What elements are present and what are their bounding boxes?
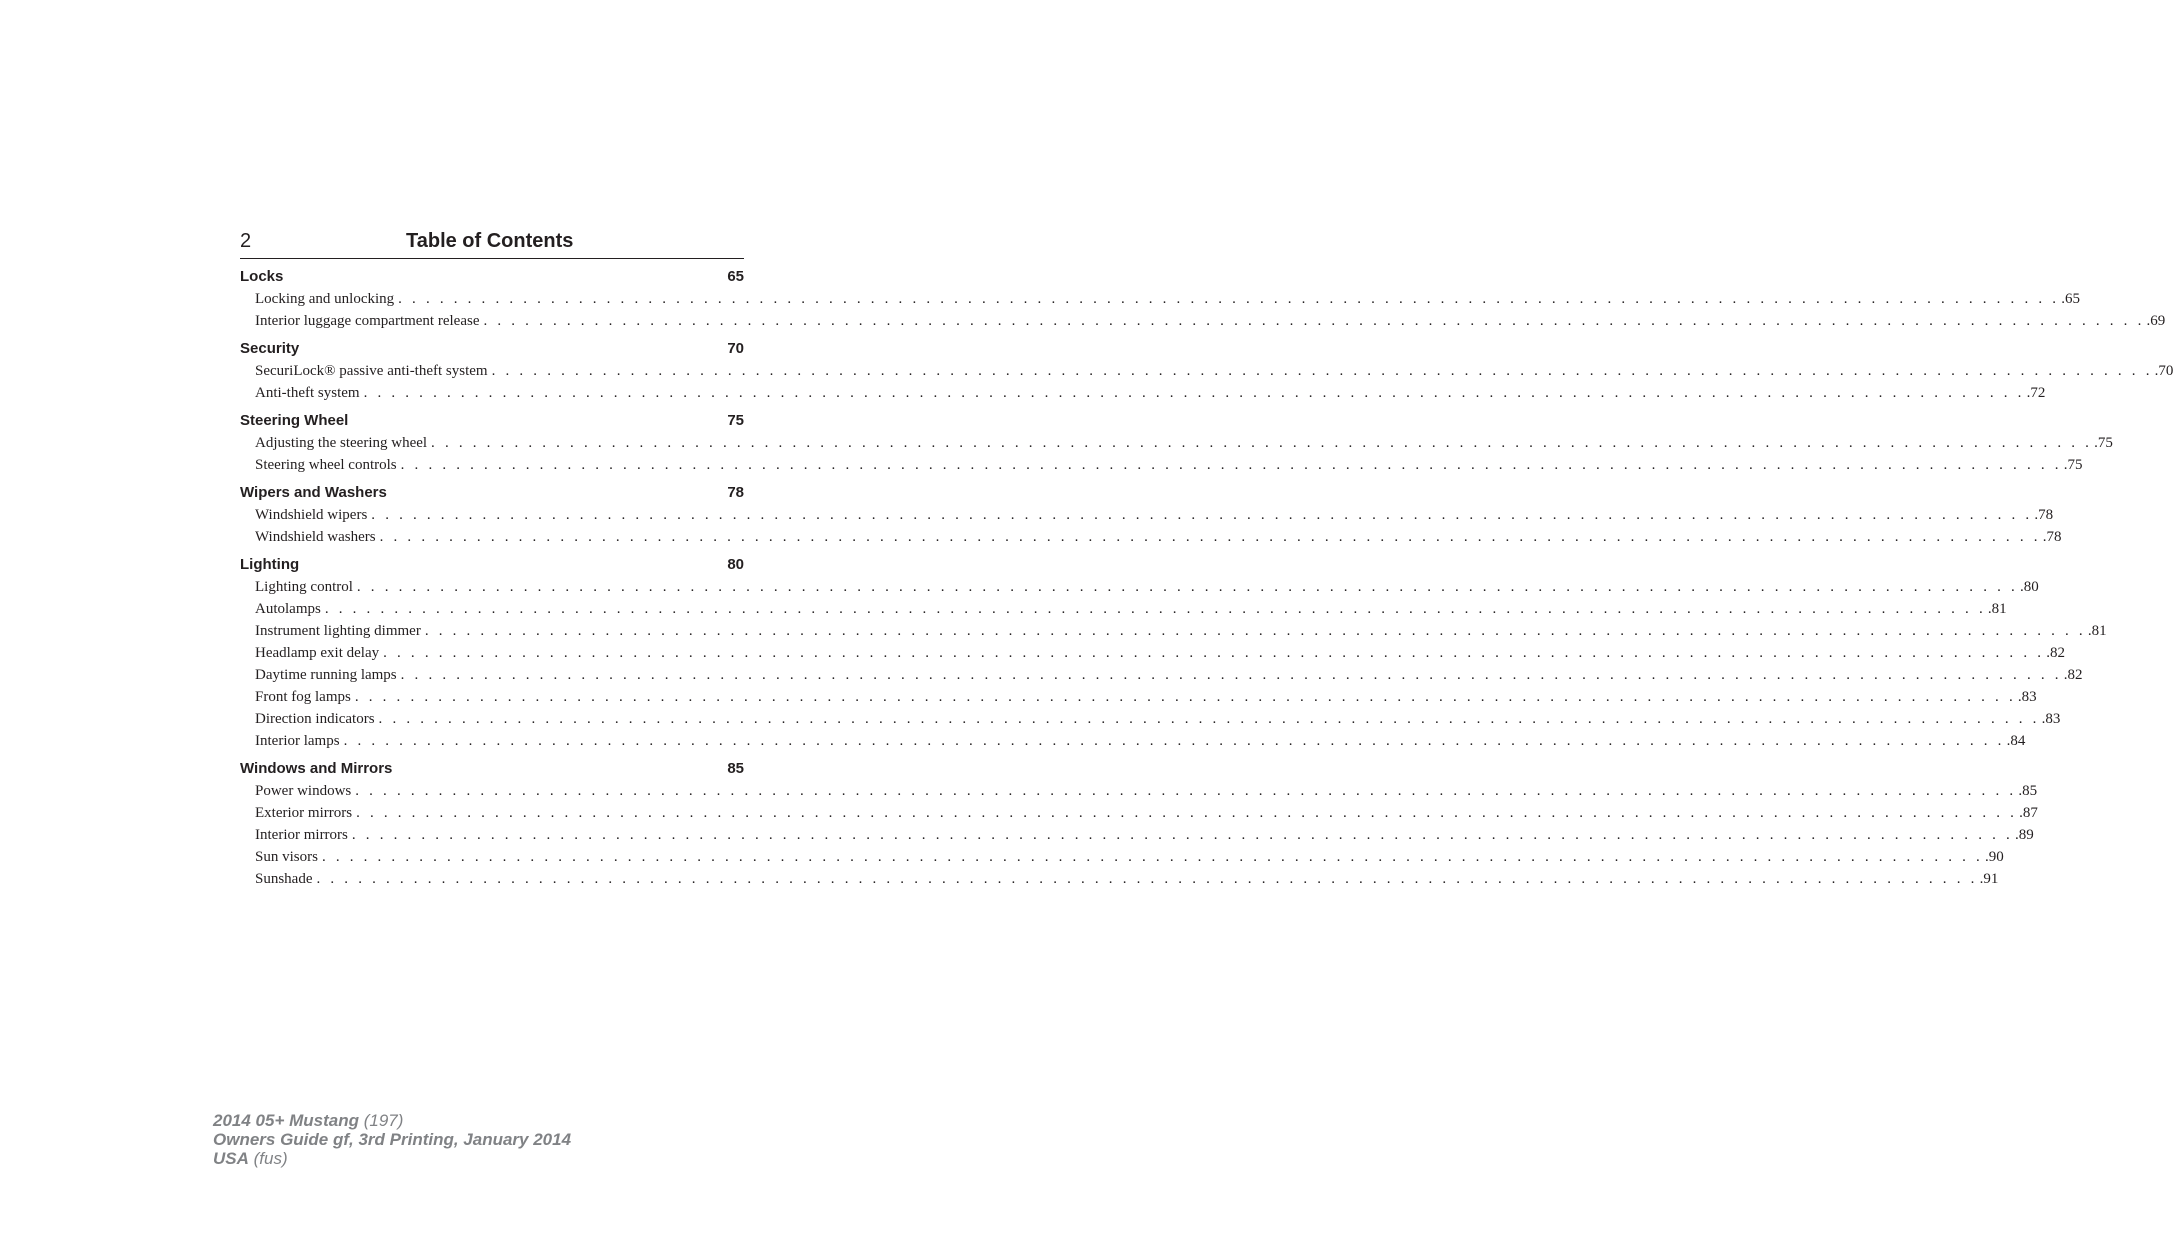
section-title: Wipers and Washers (240, 484, 387, 501)
entry-page: .87 (2019, 805, 2038, 821)
entry-label: Sunshade (255, 871, 313, 887)
entry-label: Lighting control (255, 579, 353, 595)
section-heading[interactable] (240, 554, 744, 576)
dot-leader: . . . . . . . . . . . . . . . . . . . . . . . . . . . . . . . . . . . . . . . . . . . . . . . . . . . . . . . . . . . . . . . . . . . . . . . . . . . . . . . . . . . . . . . . . . . . . . . . . . . . . . . . . . . . . . . . . . . . . . . . (491, 363, 2153, 379)
toc-section (240, 338, 2173, 404)
footer-model-code: (197) (363, 1111, 404, 1130)
toc-entry[interactable] (255, 526, 2062, 548)
section-page: 78 (727, 484, 744, 501)
entry-page: .85 (2018, 783, 2038, 799)
toc-entry[interactable] (255, 360, 2173, 382)
entry-label: Sun visors (255, 849, 318, 865)
entry-page: .83 (2041, 711, 2061, 727)
footer-line-2 (213, 1130, 571, 1149)
section-page: 70 (727, 340, 744, 357)
entry-page: .83 (2017, 689, 2037, 705)
footer-line-1 (213, 1111, 571, 1130)
entry-page: .90 (1985, 849, 2004, 865)
toc-entry[interactable] (255, 620, 2107, 642)
toc-entry[interactable] (255, 504, 2054, 526)
entry-page: .89 (2014, 827, 2034, 843)
dot-leader: . . . . . . . . . . . . . . . . . . . . . . . . . . . . . . . . . . . . . . . . . . . . . . . . . . . . . . . . . . . . . . . . . . . . . . . . . . . . . . . . . . . . . . . . . . . . . . . . . . . . . . . . . . . . . . . . . . . . . . . . (383, 645, 2045, 661)
entry-label: Locking and unlocking (255, 291, 395, 307)
entry-page: .81 (2087, 623, 2107, 639)
toc-entry[interactable] (255, 868, 1999, 890)
entry-page: .75 (2094, 435, 2113, 451)
page-header (240, 226, 744, 259)
entry-page: .69 (2146, 313, 2166, 329)
dot-leader: . . . . . . . . . . . . . . . . . . . . . . . . . . . . . . . . . . . . . . . . . . . . . . . . . . . . . . . . . . . . . . . . . . . . . . . . . . . . . . . . . . . . . . . . . . . . . . . . . . . . . . . . . . . . . . . . . . . . . . . . (354, 689, 2016, 705)
section-heading[interactable] (240, 410, 744, 432)
dot-leader: . . . . . . . . . . . . . . . . . . . . . . . . . . . . . . . . . . . . . . . . . . . . . . . . . . . . . . . . . . . . . . . . . . . . . . . . . . . . . . . . . . . . . . . . . . . . . . . . . . . . . . . . . . . . . . . . . . . . . . . . (321, 849, 1983, 865)
entry-label: Interior luggage compartment release (255, 313, 480, 329)
entry-label: Power windows (255, 783, 352, 799)
entry-page: .72 (2026, 385, 2046, 401)
page-number: 2 (240, 230, 252, 252)
footer-printing: Owners Guide gf, 3rd Printing, January 2014 (213, 1130, 572, 1149)
section-title: Security (240, 340, 300, 357)
footer (213, 1111, 571, 1168)
entry-page: .65 (2061, 291, 2080, 307)
toc-entry[interactable] (255, 642, 2065, 664)
footer-region: USA (213, 1149, 249, 1168)
toc-section (240, 266, 2166, 332)
section-heading[interactable] (240, 482, 744, 504)
entry-label: Windshield wipers (255, 507, 368, 523)
section-heading[interactable] (240, 758, 744, 780)
toc-section (240, 410, 2113, 476)
section-title: Steering Wheel (240, 412, 349, 429)
dot-leader: . . . . . . . . . . . . . . . . . . . . . . . . . . . . . . . . . . . . . . . . . . . . . . . . . . . . . . . . . . . . . . . . . . . . . . . . . . . . . . . . . . . . . . . . . . . . . . . . . . . . . . . . . . . . . . . . . . . . . . . . (356, 805, 2018, 821)
entry-page: .91 (1979, 871, 1999, 887)
dot-leader: . . . . . . . . . . . . . . . . . . . . . . . . . . . . . . . . . . . . . . . . . . . . . . . . . . . . . . . . . . . . . . . . . . . . . . . . . . . . . . . . . . . . . . . . . . . . . . . . . . . . . . . . . . . . . . . . . . . . . . . . (316, 871, 1978, 887)
dot-leader: . . . . . . . . . . . . . . . . . . . . . . . . . . . . . . . . . . . . . . . . . . . . . . . . . . . . . . . . . . . . . . . . . . . . . . . . . . . . . . . . . . . . . . . . . . . . . . . . . . . . . . . . . . . . . . . . . . . . . . . . (351, 827, 2013, 843)
dot-leader: . . . . . . . . . . . . . . . . . . . . . . . . . . . . . . . . . . . . . . . . . . . . . . . . . . . . . . . . . . . . . . . . . . . . . . . . . . . . . . . . . . . . . . . . . . . . . . . . . . . . . . . . . . . . . . . . . . . . . . . . (400, 457, 2062, 473)
toc-entry[interactable] (255, 454, 2083, 476)
toc-entry[interactable] (255, 288, 2080, 310)
entry-label: Anti-theft system (255, 385, 360, 401)
footer-model: 2014 05+ Mustang (213, 1111, 359, 1130)
dot-leader: . . . . . . . . . . . . . . . . . . . . . . . . . . . . . . . . . . . . . . . . . . . . . . . . . . . . . . . . . . . . . . . . . . . . . . . . . . . . . . . . . . . . . . . . . . . . . . . . . . . . . . . . . . . . . . . . . . . . . . . . (424, 623, 2086, 639)
entry-page: .82 (2046, 645, 2065, 661)
dot-leader: . . . . . . . . . . . . . . . . . . . . . . . . . . . . . . . . . . . . . . . . . . . . . . . . . . . . . . . . . . . . . . . . . . . . . . . . . . . . . . . . . . . . . . . . . . . . . . . . . . . . . . . . . . . . . . . . . . . . . . . . (343, 733, 2005, 749)
section-page: 75 (727, 412, 744, 429)
toc-entry[interactable] (255, 576, 2039, 598)
section-title: Locks (240, 268, 284, 285)
section-heading[interactable] (240, 338, 744, 360)
entry-label: Adjusting the steering wheel (255, 435, 428, 451)
toc-entry[interactable] (255, 708, 2061, 730)
toc-entry[interactable] (255, 730, 2026, 752)
toc-section (240, 758, 2038, 890)
toc-entry[interactable] (255, 846, 2004, 868)
toc-entry[interactable] (255, 802, 2038, 824)
section-title: Lighting (240, 556, 300, 573)
toc-entry[interactable] (255, 310, 2166, 332)
dot-leader: . . . . . . . . . . . . . . . . . . . . . . . . . . . . . . . . . . . . . . . . . . . . . . . . . . . . . . . . . . . . . . . . . . . . . . . . . . . . . . . . . . . . . . . . . . . . . . . . . . . . . . . . . . . . . . . . . . . . . . . . (356, 579, 2018, 595)
dot-leader: . . . . . . . . . . . . . . . . . . . . . . . . . . . . . . . . . . . . . . . . . . . . . . . . . . . . . . . . . . . . . . . . . . . . . . . . . . . . . . . . . . . . . . . . . . . . . . . . . . . . . . . . . . . . . . . . . . . . . . . . (324, 601, 1986, 617)
entry-label: Windshield washers (255, 529, 376, 545)
entry-page: .78 (2042, 529, 2062, 545)
entry-label: Steering wheel controls (255, 457, 397, 473)
entry-page: .82 (2063, 667, 2083, 683)
section-page: 80 (727, 556, 744, 573)
toc-entry[interactable] (255, 432, 2113, 454)
dot-leader: . . . . . . . . . . . . . . . . . . . . . . . . . . . . . . . . . . . . . . . . . . . . . . . . . . . . . . . . . . . . . . . . . . . . . . . . . . . . . . . . . . . . . . . . . . . . . . . . . . . . . . . . . . . . . . . . . . . . . . . . (483, 313, 2145, 329)
toc-section (240, 554, 2107, 752)
footer-line-3 (213, 1149, 571, 1168)
dot-leader: . . . . . . . . . . . . . . . . . . . . . . . . . . . . . . . . . . . . . . . . . . . . . . . . . . . . . . . . . . . . . . . . . . . . . . . . . . . . . . . . . . . . . . . . . . . . . . . . . . . . . . . . . . . . . . . . . . . . . . . . (431, 435, 2093, 451)
dot-leader: . . . . . . . . . . . . . . . . . . . . . . . . . . . . . . . . . . . . . . . . . . . . . . . . . . . . . . . . . . . . . . . . . . . . . . . . . . . . . . . . . . . . . . . . . . . . . . . . . . . . . . . . . . . . . . . . . . . . . . . . (371, 507, 2033, 523)
entry-label: Interior mirrors (255, 827, 348, 843)
section-title: Windows and Mirrors (240, 760, 393, 777)
toc-entry[interactable] (255, 664, 2083, 686)
toc-section (240, 482, 2062, 548)
dot-leader: . . . . . . . . . . . . . . . . . . . . . . . . . . . . . . . . . . . . . . . . . . . . . . . . . . . . . . . . . . . . . . . . . . . . . . . . . . . . . . . . . . . . . . . . . . . . . . . . . . . . . . . . . . . . . . . . . . . . . . . . (400, 667, 2062, 683)
section-page: 85 (727, 760, 744, 777)
entry-page: .70 (2154, 363, 2173, 379)
entry-label: Interior lamps (255, 733, 340, 749)
toc-sections (240, 259, 2173, 890)
toc-entry[interactable] (255, 686, 2037, 708)
entry-page: .81 (1987, 601, 2007, 617)
dot-leader: . . . . . . . . . . . . . . . . . . . . . . . . . . . . . . . . . . . . . . . . . . . . . . . . . . . . . . . . . . . . . . . . . . . . . . . . . . . . . . . . . . . . . . . . . . . . . . . . . . . . . . . . . . . . . . . . . . . . . . . . (398, 291, 2060, 307)
toc-entry[interactable] (255, 780, 2038, 802)
dot-leader: . . . . . . . . . . . . . . . . . . . . . . . . . . . . . . . . . . . . . . . . . . . . . . . . . . . . . . . . . . . . . . . . . . . . . . . . . . . . . . . . . . . . . . . . . . . . . . . . . . . . . . . . . . . . . . . . . . . . . . . . (355, 783, 2017, 799)
entry-label: Direction indicators (255, 711, 375, 727)
dot-leader: . . . . . . . . . . . . . . . . . . . . . . . . . . . . . . . . . . . . . . . . . . . . . . . . . . . . . . . . . . . . . . . . . . . . . . . . . . . . . . . . . . . . . . . . . . . . . . . . . . . . . . . . . . . . . . . . . . . . . . . . (379, 529, 2041, 545)
entry-page: .84 (2006, 733, 2026, 749)
entry-label: Autolamps (255, 601, 321, 617)
page-title: Table of Contents (406, 230, 574, 252)
entry-page: .75 (2063, 457, 2083, 473)
entry-label: Daytime running lamps (255, 667, 397, 683)
toc-entry[interactable] (255, 598, 2007, 620)
section-page: 65 (727, 268, 744, 285)
toc-entry[interactable] (255, 382, 2046, 404)
entry-label: Front fog lamps (255, 689, 351, 705)
entry-page: .78 (2034, 507, 2054, 523)
entry-page: .80 (2019, 579, 2039, 595)
entry-label: Headlamp exit delay (255, 645, 380, 661)
entry-label: Exterior mirrors (255, 805, 353, 821)
section-heading[interactable] (240, 266, 744, 288)
entry-label: SecuriLock® passive anti-theft system (255, 363, 488, 379)
entry-label: Instrument lighting dimmer (255, 623, 421, 639)
footer-region-code: (fus) (253, 1149, 288, 1168)
dot-leader: . . . . . . . . . . . . . . . . . . . . . . . . . . . . . . . . . . . . . . . . . . . . . . . . . . . . . . . . . . . . . . . . . . . . . . . . . . . . . . . . . . . . . . . . . . . . . . . . . . . . . . . . . . . . . . . . . . . . . . . . (363, 385, 2025, 401)
dot-leader: . . . . . . . . . . . . . . . . . . . . . . . . . . . . . . . . . . . . . . . . . . . . . . . . . . . . . . . . . . . . . . . . . . . . . . . . . . . . . . . . . . . . . . . . . . . . . . . . . . . . . . . . . . . . . . . . . . . . . . . . (378, 711, 2040, 727)
toc-page (240, 226, 2173, 896)
toc-entry[interactable] (255, 824, 2034, 846)
